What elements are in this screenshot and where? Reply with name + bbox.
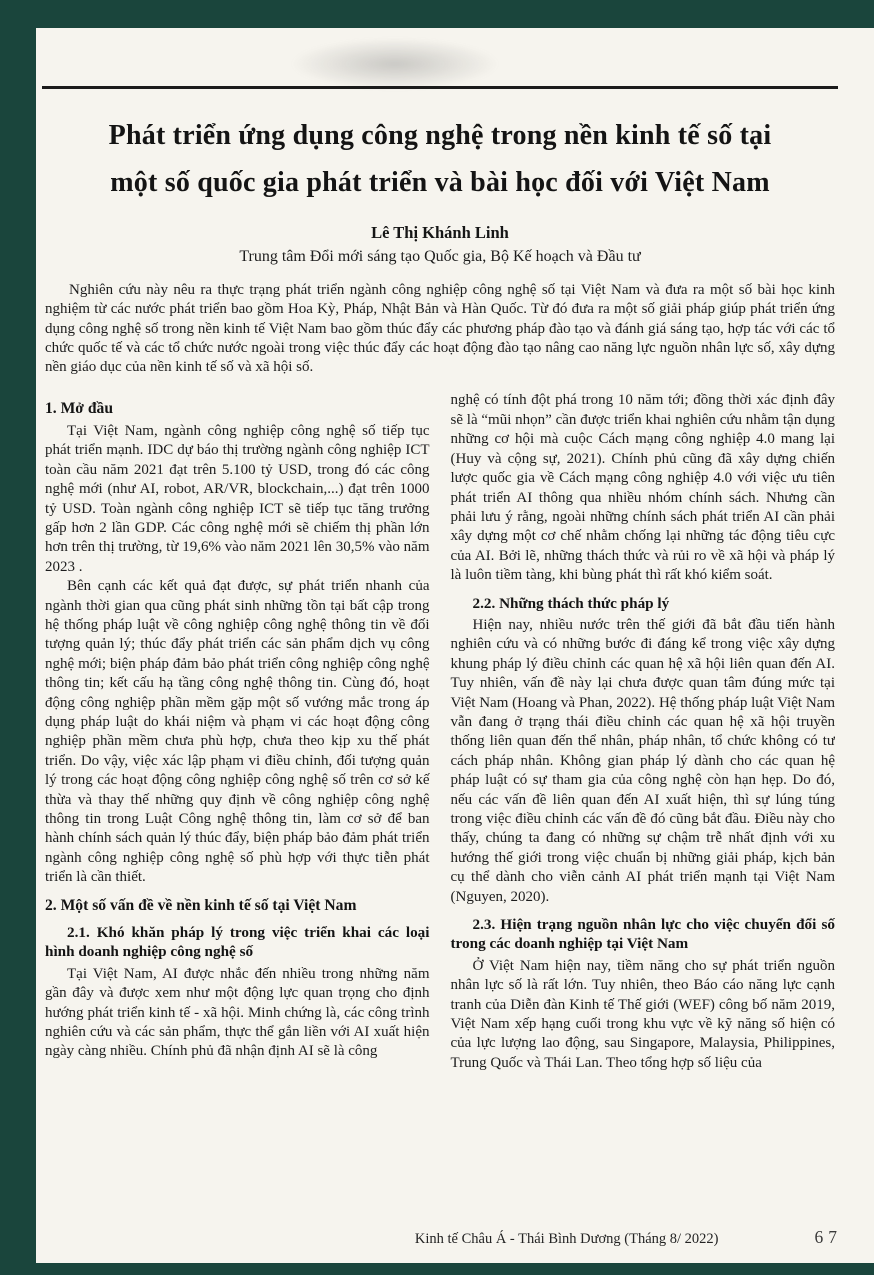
body-paragraph: Tại Việt Nam, AI được nhắc đến nhiều trong những năm gần đây và được xem như một động lực quan trọng cho định hướng phát triển kinh tế - xã hội. Minh chứng là, các công trình nghiên cứu và các sản phẩm, thực thể gắn liền với AI xuất hiện ngày càng nhiều. Chính phủ đã nhận định AI sẽ là công [45,965,430,1060]
author-affiliation: Trung tâm Đổi mới sáng tạo Quốc gia, Bộ Kế hoạch và Đầu tư [239,248,641,265]
section-heading-1: 1. Mở đầu [45,400,113,418]
abstract-paragraph: Nghiên cứu này nêu ra thực trạng phát triển ngành công nghiệp công nghệ số tại Việt Nam và đưa ra một số bài học kinh nghiệm từ các nước phát triển bao gồm Hoa Kỳ, Pháp, Nhật Bản và Hàn Quốc. Từ đó đưa ra một số giải pháp giúp phát triển ứng dụng công nghệ số trong nền kinh tế Việt Nam bao gồm thúc đẩy các phương pháp đào tạo và đánh giá sáng tạo, hợp tác với các tổ chức quốc tế và các tổ chức nước ngoài trong việc thúc đẩy các hoạt động đào tạo nâng cao năng lực nguồn nhân lực số, xây dựng nền giáo dục của nền kinh tế số và xã hội số. [45,282,835,376]
body-paragraph-continuation: nghệ có tính đột phá trong 10 năm tới; đồng thời xác định đây sẽ là “mũi nhọn” cần được triển khai nghiên cứu nhằm tận dụng những cơ hội mà cuộc Cách mạng công nghiệp 4.0 mang lại (Huy và cộng sự, 2021). Chính phủ cũng đã xây dựng chiến lược quốc gia về Cách mạng công nghiệp 4.0 với việc ưu tiên phát triển AI thông qua nhiều nhóm chính sách. Nhưng cần phải lưu ý rằng, ngoài những chính sách phát triển AI cần phải xây dựng một cơ chế nhằm chống lại những tác động tiêu cực của AI. Bởi lẽ, những thách thức và rủi ro về xã hội và pháp lý là luôn tiềm tàng, khi bùng phát thì rất khó kiểm soát. [450,392,835,584]
body-paragraph: Ở Việt Nam hiện nay, tiềm năng cho sự phát triển nguồn nhân lực số là rất lớn. Tuy nhiên, theo Báo cáo năng lực cạnh tranh của Diễn đàn Kinh tế Thế giới (WEF) công bố năm 2019, Việt Nam xếp hạng cuối trong khu vực về kỹ năng số hiện có của lực lượng lao động, sau Singapore, Malaysia, Philippines, Trung Quốc và Thái Lan. Theo tổng hợp số liệu của [450,957,835,1071]
section-heading-2: 2. Một số vấn đề về nền kinh tế số tại Việt Nam [45,896,357,914]
article-title-line1: Phát triển ứng dụng công nghệ trong nền kinh tế số tại [108,120,772,151]
article-title-line2: một số quốc gia phát triển và bài học đối với Việt Nam [110,167,770,198]
journal-name: Kinh tế Châu Á - Thái Bình Dương (Tháng 8/ 2022) [414,1231,719,1247]
scan-smudge [290,38,500,90]
header-rule [42,86,838,89]
scan-border-left [0,0,36,1275]
right-column [451,391,836,1073]
page-content [45,100,835,1231]
article-title [45,112,835,206]
body-paragraph: Tại Việt Nam, ngành công nghiệp công nghệ số tiếp tục phát triển mạnh. IDC dự báo thị trường ngành công nghiệp ICT toàn cầu năm 2021 đạt trên 5.100 tỷ USD, trong đó các công nghệ mới (như AI, robot, AR/VR, blockchain,...) đạt trên 1000 tỷ USD. Toàn ngành công nghiệp ICT sẽ tiếp tục tăng trưởng gấp hơn 2 lần GDP. Các công nghệ mới sẽ chiếm thị phần lớn hơn trên thị trường, từ 19,6% vào năm 2021 lên 30,5% vào năm 2023 . [45,422,430,575]
scan-border-top [0,0,874,28]
author-name: Lê Thị Khánh Linh [371,223,509,242]
page-number: 67 [814,1227,842,1247]
subsection-heading-2-2: 2.2. Những thách thức pháp lý [472,594,670,612]
body-paragraph: Hiện nay, nhiều nước trên thế giới đã bắt đầu tiến hành nghiên cứu và có những bước đi đáng kể trong việc xây dựng khung pháp lý điều chỉnh các quan hệ xã hội liên quan đến AI. Tuy nhiên, vấn đề này lại chưa được quan tâm đúng mức tại Việt Nam (Hoang và Phan, 2022). Hệ thống pháp luật Việt Nam vẫn đang ở trạng thái điều chỉnh các quan hệ xã hội truyền thống liên quan đến thể nhân, pháp nhân, tổ chức không có tư cách pháp nhân. Không gian pháp lý dành cho các quan hệ pháp luật có sự tham gia của công nghệ còn hạn hẹp. Do đó, nếu các vấn đề liên quan đến AI xuất hiện, thì sự lúng túng trong việc điều chỉnh các vấn đề đó cũng bắt đầu. Điều này cho thấy, chúng ta đang có những sự chậm trễ nhất định với xu hướng thế giới trong việc chuẩn bị những giải pháp, kịch bản cụ thể dành cho viễn cảnh AI phát triển mạnh tại Việt Nam (Nguyen, 2020). [450,616,835,905]
subsection-heading-2-3: 2.3. Hiện trạng nguồn nhân lực cho việc chuyển đổi số trong các doanh nghiệp tại Việt Nam [450,916,835,953]
scan-border-bottom [0,1263,874,1275]
page-footer [45,1227,842,1248]
subsection-heading-2-1: 2.1. Khó khăn pháp lý trong việc triển khai các loại hình doanh nghiệp công nghệ số [45,924,430,961]
two-column-body [45,391,835,1073]
body-paragraph: Bên cạnh các kết quả đạt được, sự phát triển nhanh của ngành thời gian qua cũng phát sinh những tồn tại bất cập trong hệ thống pháp luật về công nghiệp công nghệ thông tin về đối tượng quản lý; thúc đẩy phát triển các sản phẩm dịch vụ công nghệ mới; biện pháp đảm bảo phát triển công nghiệp công nghệ thông tin; kết cấu hạ tầng công nghệ thông tin. Cùng đó, hoạt động công nghiệp phần mềm gặp một số vướng mắc trong áp dụng pháp luật do khái niệm và phạm vi các hoạt động công nghiệp phần mềm chưa phù hợp, chưa theo kịp xu thế phát triển. Do vậy, việc xác lập phạm vi điều chỉnh, đối tượng quản lý trong các hoạt động công nghiệp công nghệ số trên cơ sở kế thừa và thay thế những quy định về công nghiệp công nghệ thông tin trong Luật Công nghệ thông tin, làm cơ sở để ban hành chính sách quản lý thúc đẩy, biện pháp bảo đảm phát triển ngành công nghiệp công nghệ số phù hợp với thực tiễn phát triển là cần thiết. [45,578,430,886]
left-column [45,391,430,1061]
